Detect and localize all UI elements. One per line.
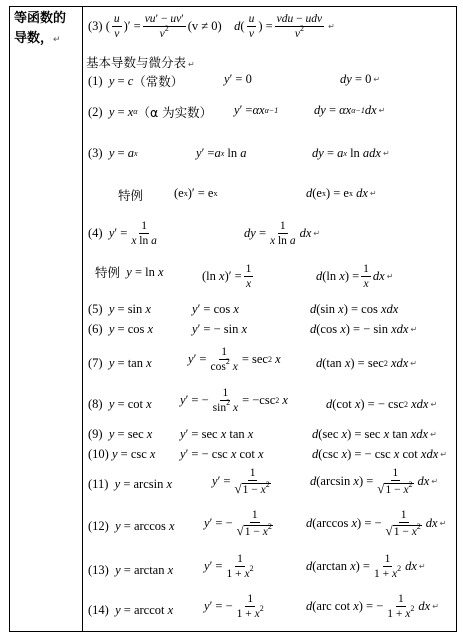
row-12: (12) y = arccos x [88,519,175,533]
row-7-derivative: y ′ = $\frac{1}{\cos^2 x}$ = sec 2 x [188,346,281,374]
row-3-derivative: y ′ = a x ln a [196,146,247,160]
section-heading: 基本导数与微分表 ↵ [86,55,195,70]
row-1: (1) y = c （常数） [88,73,184,89]
left-title-line2: 导数， [14,31,54,46]
row-3: (3) y = a x [88,146,138,160]
special-exp-differential: d (e x ) = e x dx ↵ [306,186,377,200]
row-9-derivative: y ′ = sec x tan x [180,427,254,441]
row-13-derivative: y ′ = $\frac{1}{1 + x^2}$ [204,553,254,581]
special-exp-derivative: (e x )′ = e x [174,186,218,200]
row-13-differential: d (arctan x ) = $\frac{1}{1 + x^2}$ dx ↵ [306,553,426,581]
row-1-derivative: y ′ = 0 [224,72,252,86]
row-5-differential: d (sin x ) = cos xdx [310,302,399,316]
row-2-differential: dy = αx α−1 dx ↵ [314,103,386,117]
row-14-differential: d (arc cot x ) = − $\frac{1}{1 + x^2}$ dx ↵ [306,593,439,621]
row-3-differential: dy = a x ln adx ↵ [312,146,390,160]
row-13: (13) y = arctan x [88,563,174,577]
row-12-derivative: y ′ = − $\frac{1}{√1 - x^2}$ [204,509,272,539]
row-number: (3) [88,19,103,34]
row-10-derivative: y ′ = − csc x cot x [180,447,264,461]
row-6: (6) y = cos x [88,322,154,336]
row-14: (14) y = arccot x [88,603,174,617]
row-5: (5) y = sin x [88,302,151,316]
row-12-differential: d (arccos x ) = − $\frac{1}{√1 - x^2}$ dx ↵ [306,509,447,539]
row-14-derivative: y ′ = − $\frac{1}{1 + x^2}$ [204,593,264,621]
column-divider [82,6,83,632]
special-ln-differential: d (ln x ) = $\frac{1}{x}$ dx ↵ [316,263,394,291]
left-title-line1: 等函数的 [14,11,67,26]
row-11: (11) y = arcsin x [88,477,173,491]
row-7-differential: d (tan x ) = sec 2 xdx ↵ [316,356,417,370]
row-9-differential: d (sec x ) = sec x tan xdx ↵ [312,427,437,441]
row-5-derivative: y ′ = cos x [192,302,239,316]
row-8-differential: d (cot x ) = − csc 2 xdx ↵ [326,397,438,411]
row-2-derivative: y ′ = αx α−1 [234,103,279,117]
condition: (v ≠ 0) [187,19,222,34]
row-11-derivative: y ′ = $\frac{1}{√1 - x^2}$ [212,467,270,497]
row-2: (2) y = x α （α 为实数） [88,104,213,120]
special-ln-derivative: (ln x )′ = $\frac{1}{x}$ [202,263,252,291]
row-4: (4) y ′ = $\frac{1}{\text{x ln a}}$ [88,220,157,248]
row-4-differential: dy = $\frac{1}{\text{x ln a}}$ dx ↵ [244,220,321,248]
row-6-differential: d (cos x ) = − sin xdx ↵ [310,322,418,336]
special-case-ln: 特例 y = ln x [95,264,164,280]
return-mark: ↵ [53,35,61,45]
row-9: (9) y = sec x [88,427,153,441]
special-case-exp: 特例 [118,188,144,203]
quotient-rule-row: (3) ( $\frac{u}{v}$ )′ = $\frac{vu' - uv'}{v^2}$ (v ≠ 0) d ( $\frac{u}{v}$ ) = $\frac{\text{vdu − udv}}{v^2}$ ↵ [88,13,335,41]
row-10-differential: d (csc x ) = − csc x cot xdx ↵ [312,447,447,461]
row-11-differential: d (arcsin x ) = $\frac{1}{√1 - x^2}$ dx ↵ [310,467,439,497]
row-6-derivative: y ′ = − sin x [192,322,248,336]
row-7: (7) y = tan x [88,356,152,370]
row-8: (8) y = cot x [88,397,152,411]
row-10: (10) y = csc x [88,447,156,461]
left-column-title [14,9,80,50]
row-1-differential: dy = 0 ↵ [340,72,381,86]
row-8-derivative: y ′ = − $\frac{1}{\sin^2 x}$ = −csc 2 x [180,387,288,415]
